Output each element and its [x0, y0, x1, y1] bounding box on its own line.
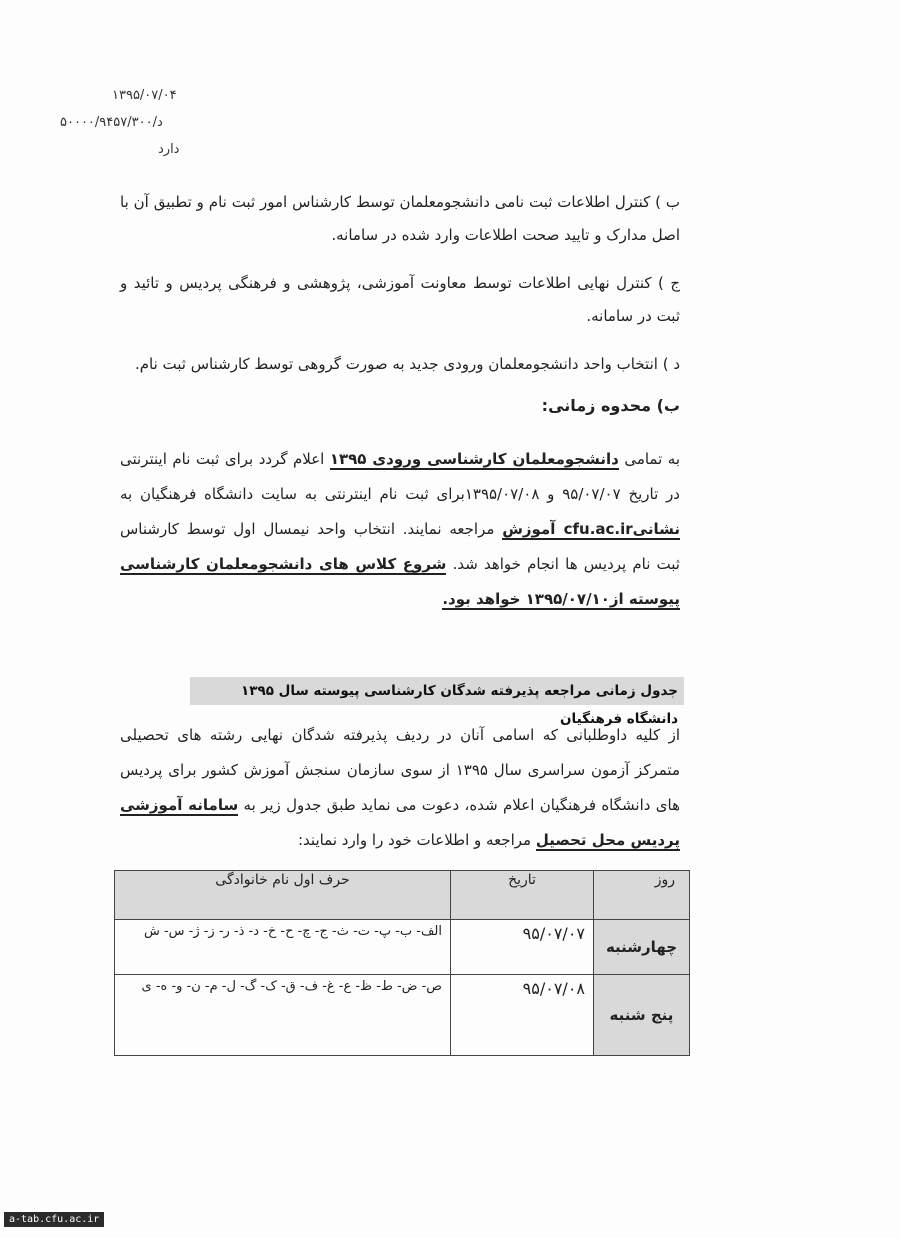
item-b-paragraph: ب ) کنترل اطلاعات ثبت نامی دانشجومعلمان توسط کارشناس امور ثبت نام و تطبیق آن با اصل مدارک و تایید صحت اطلاعات وارد شده در سامانه. [120, 193, 680, 244]
row-date: ۹۵/۰۷/۰۷ [451, 920, 594, 975]
schedule-table [114, 870, 690, 1056]
table-row [115, 975, 690, 1056]
time-text-start: شروع کلاس های دانشجومعلمان کارشناسی پیوسته از۱۳۹۵/۰۷/۱۰ خواهد بود. [120, 555, 680, 608]
time-section-paragraph [120, 442, 680, 617]
row-date: ۹۵/۰۷/۰۸ [451, 975, 594, 1056]
time-text-students: دانشجومعلمان کارشناسی ورودی ۱۳۹۵ [329, 450, 619, 468]
time-text-3: اعلام گردد برای ثبت نام اینترنتی در تاریخ ۹۵/۰۷/۰۷ و ۱۳۹۵/۰۷/۰۸برای ثبت نام اینترنتی به سایت دانشگاه فرهنگیان به [120, 450, 680, 503]
intro-text-3: مراجعه و اطلاعات خود را وارد نمایند: [297, 831, 536, 849]
header-letters: حرف اول نام خانوادگی [115, 871, 451, 920]
time-section-heading: ب) محدوه زمانی: [541, 396, 680, 415]
letter-number: د/۵۰۰۰۰/۹۴۵۷/۳۰۰ [60, 115, 163, 130]
time-text-5: مراجعه نمایند. انتخاب واحد نیمسال اول توسط کارشناس ثبت نام پردیس ها انجام خواهد شد. [120, 520, 680, 573]
row-letters: الف- ب- پ- ت- ث- ج- چ- ح- خ- د- ذ- ر- ز- ژ- س- ش [115, 920, 451, 975]
table-header-row [115, 871, 690, 920]
item-d-paragraph: د ) انتخاب واحد دانشجومعلمان ورودی جدید به صورت گروهی توسط کارشناس ثبت نام. [134, 355, 680, 373]
header-date: تاریخ [451, 871, 594, 920]
header-day: روز [594, 871, 690, 920]
intro-text-1: از کلیه داوطلبانی که اسامی آنان در ردیف پذیرفته شدگان نهایی رشته های تحصیلی متمرکز آزمون سراسری سال ۱۳۹۵ از سوی سازمان سنجش آموزش کشور برای پردیس های دانشگاه فرهنگیان اعلام شده، دعوت می نماید طبق جدول زیر به [120, 726, 680, 814]
site-badge[interactable]: a-tab.cfu.ac.ir [4, 1212, 104, 1227]
row-day: پنج شنبه [594, 975, 690, 1056]
letter-meta [60, 82, 179, 163]
table-title: جدول زمانی مراجعه پذیرفته شدگان کارشناسی پیوسته سال ۱۳۹۵ دانشگاه فرهنگیان [190, 677, 684, 705]
time-text-site: نشانیcfu.ac.ir آموزش [502, 520, 680, 538]
time-text-1: به تمامی [618, 450, 680, 468]
row-letters: ص- ض- ط- ظ- ع- غ- ف- ق- ک- گ- ل- م- ن- و- ه- ی [115, 975, 451, 1056]
item-j-paragraph: ج ) کنترل نهایی اطلاعات توسط معاونت آموزشی، پژوهشی و فرهنگی پردیس و تائید و ثبت در سامانه. [120, 274, 680, 325]
letter-date: ۱۳۹۵/۰۷/۰۴ [112, 88, 177, 103]
letter-attachment: دارد [158, 142, 180, 157]
intro-paragraph [120, 718, 680, 858]
intro-text-system: سامانه آموزشی پردیس محل تحصیل [120, 796, 680, 849]
row-day: چهارشنبه [594, 920, 690, 975]
table-row [115, 920, 690, 975]
